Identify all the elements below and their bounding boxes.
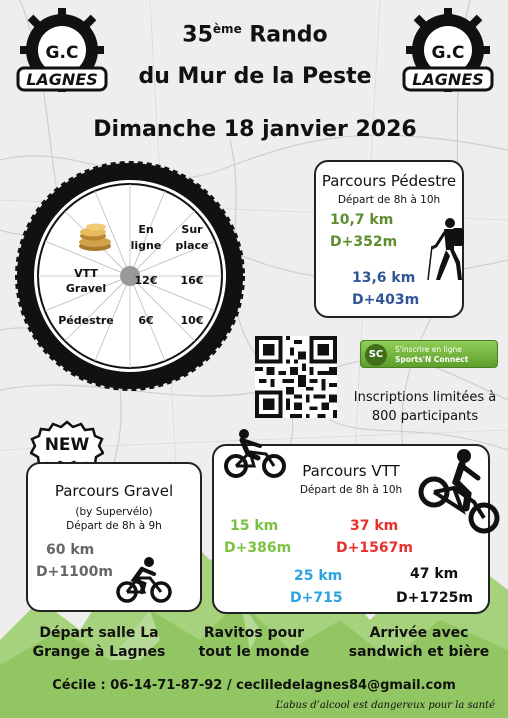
vtt-route2-km: 37 km (350, 518, 399, 534)
pedestre-route2-dplus: D+403m (352, 292, 420, 308)
price-vtt-onsite: 16€ (180, 274, 204, 287)
downhill-biker-icon (418, 448, 502, 534)
footer-depart: Départ salle La Grange à Lagnes (32, 625, 166, 660)
svg-text:G.C: G.C (431, 43, 465, 63)
mountain-biker-icon (224, 428, 286, 478)
vtt-route3-km: 25 km (294, 568, 343, 584)
event-date: Dimanche 18 janvier 2026 (93, 117, 417, 142)
hiker-icon (424, 216, 472, 282)
footer-ravitos: Ravitos pour tout le monde (198, 625, 310, 660)
event-title-line2: du Mur de la Peste (138, 64, 372, 89)
gravel-by: (by Supervélo) (75, 506, 153, 518)
alcohol-warning: L’abus d’alcool est dangereux pour la santé (275, 700, 495, 711)
pedestre-route1-km: 10,7 km (330, 212, 394, 228)
svg-text:G.C: G.C (45, 43, 79, 63)
club-logo-left (12, 6, 112, 106)
gravel-depart: Départ de 8h à 9h (66, 520, 162, 532)
new-badge (30, 420, 104, 466)
price-pedestre-onsite: 10€ (180, 314, 204, 327)
coins-icon (76, 222, 114, 252)
svg-text:LAGNES: LAGNES (26, 70, 98, 89)
gravel-box (26, 462, 202, 612)
price-header-online: En ligne (130, 223, 162, 252)
gravel-km: 60 km (46, 542, 95, 558)
price-row-label-vtt: VTT Gravel (65, 267, 107, 295)
pedestre-route2-km: 13,6 km (352, 270, 416, 286)
vtt-route4-km: 47 km (410, 566, 459, 582)
pedestre-route1-dplus: D+352m (330, 234, 398, 250)
vtt-route4-dplus: D+1725m (396, 590, 473, 606)
contact-info: Cécile : 06-14-71-87-92 / cecliledelagnes84@gmail.com (52, 678, 456, 693)
gravel-title: Parcours Gravel (54, 482, 174, 500)
vtt-route3-dplus: D+715 (290, 590, 343, 606)
badge-line2: Sports'N Connect (395, 355, 469, 364)
sportsnconnect-badge[interactable] (360, 340, 498, 368)
pedestre-title: Parcours Pédestre (321, 172, 457, 190)
vtt-route2-dplus: D+1567m (336, 540, 413, 556)
club-logo-right (398, 6, 498, 106)
registration-limit: Inscriptions limitées à 800 participants (353, 390, 497, 424)
vtt-route1-km: 15 km (230, 518, 279, 534)
price-pedestre-online: 6€ (138, 314, 154, 327)
event-title-line1: 35ème Rando (182, 22, 328, 48)
pedestre-depart: Départ de 8h à 10h (337, 194, 441, 206)
cyclist-icon (116, 556, 172, 604)
sportsnconnect-logo-icon: SC (365, 344, 387, 366)
qr-code[interactable] (255, 336, 337, 418)
vtt-route1-dplus: D+386m (224, 540, 292, 556)
badge-line1: S'inscrire en ligne (395, 345, 462, 354)
gravel-dplus: D+1100m (36, 564, 113, 580)
footer-arrivee: Arrivée avec sandwich et bière (348, 625, 490, 660)
price-vtt-online: 12€ (134, 274, 158, 287)
svg-text:NEW: NEW (44, 435, 90, 455)
svg-text:LAGNES: LAGNES (412, 70, 484, 89)
price-header-onsite: Sur place (175, 223, 209, 252)
vtt-title: Parcours VTT (302, 462, 400, 480)
vtt-depart: Départ de 8h à 10h (299, 484, 403, 496)
price-row-label-pedestre: Pédestre (58, 314, 114, 327)
